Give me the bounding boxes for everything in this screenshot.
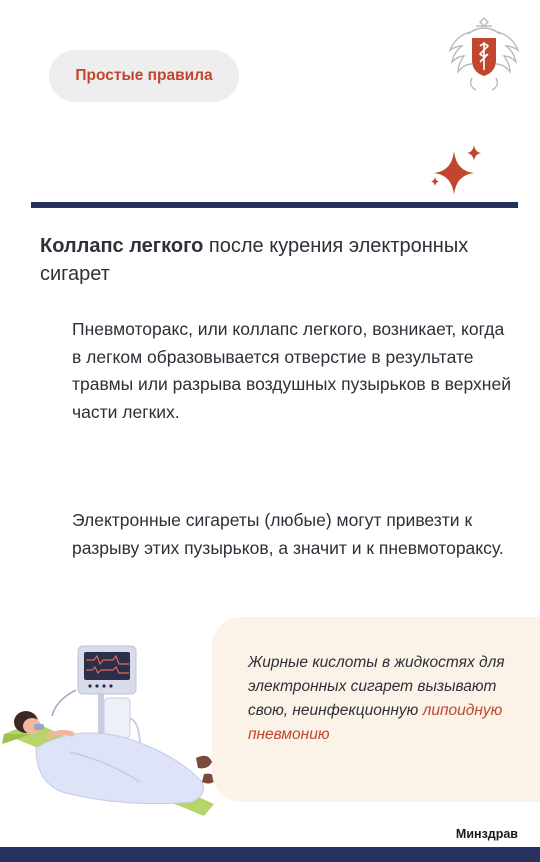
- note-box: [212, 617, 540, 802]
- footer-label: Минздрав: [455, 827, 518, 841]
- tag-label: Простые правила: [75, 67, 213, 84]
- tag-pill: [49, 50, 239, 102]
- heading-bold: Коллапс легкого: [40, 235, 204, 257]
- eagle-emblem-icon: [446, 12, 522, 94]
- sparkle-icon: [426, 143, 486, 198]
- heading-rest: после курения электронных сигарет: [40, 235, 469, 285]
- patient-monitor-illustration: [0, 640, 230, 820]
- bottom-bar: [0, 847, 540, 862]
- section-heading: [40, 232, 510, 288]
- paragraph-pneumothorax: Пневмоторакс, или коллапс легкого, возникает, когда в легком образовывается отверстие в результате травмы или разрыва воздушных пузырьков в верхней части легких.: [72, 319, 511, 422]
- note-text: [248, 651, 538, 747]
- note-main-text: Жирные кислоты в жидкостях для электронных сигарет вызывают свою, неинфекционную: [248, 654, 505, 719]
- note-accent-text: липоидную пневмонию: [248, 702, 503, 743]
- paragraph-e-cigarettes: Электронные сигареты (любые) могут привезти к разрыву этих пузырьков, а значит и к пневмотораксу.: [72, 510, 504, 558]
- top-divider: [31, 202, 518, 208]
